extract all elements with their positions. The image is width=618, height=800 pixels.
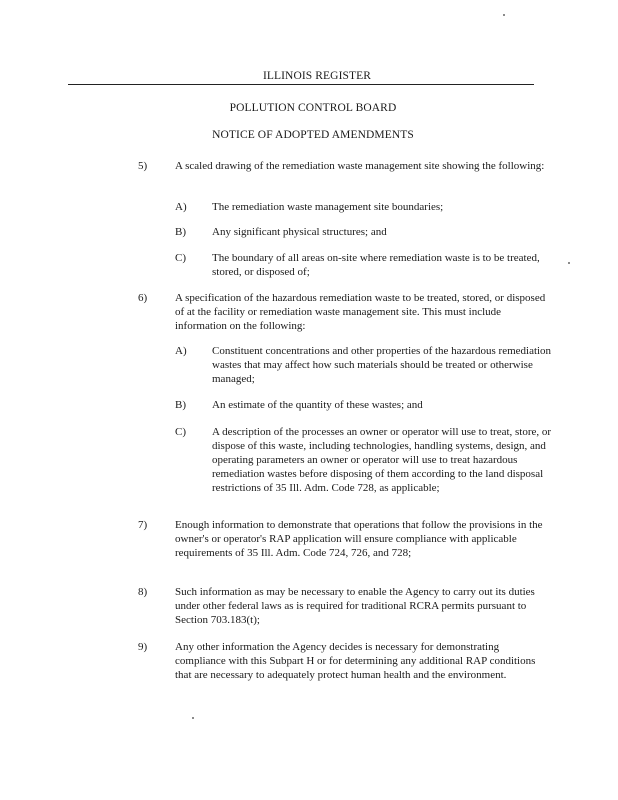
sub-item-letter: A) [175, 201, 187, 213]
item-number: 5) [138, 160, 148, 172]
sub-item-text: An estimate of the quantity of these wastes; and [212, 399, 423, 411]
item-text: Enough information to demonstrate that operations that follow the provisions in the owner's or operator's RAP application will ensure compliance with applicable requirements of 35 Ill. Adm. Code 724, 726, and 728; [175, 519, 543, 559]
sub-item-letter: C) [175, 426, 186, 438]
sub-item-letter: B) [175, 226, 186, 238]
item-number: 8) [138, 586, 148, 598]
item-number: 6) [138, 292, 148, 304]
board-title: POLLUTION CONTROL BOARD [229, 102, 397, 114]
sub-item-text: Constituent concentrations and other properties of the hazardous remediation wastes that may affect how such materials should be treated or otherwise managed; [212, 345, 552, 385]
sub-item-text: The remediation waste management site boundaries; [212, 201, 444, 213]
item-text: Any other information the Agency decides is necessary for demonstrating compliance with this Subpart H or for determining any additional RAP conditions that are necessary to adequately protect human health and the environment. [175, 641, 536, 681]
item-text: A scaled drawing of the remediation waste management site showing the following: [175, 160, 545, 172]
header-rule [68, 84, 534, 85]
sub-item-text: A description of the processes an owner or operator will use to treat, store, or dispose of this waste, including technologies, handling systems, design, and operating parameters an owner or operator will use to treat hazardous remediation wastes before disposing of them according to the land disposal restrictions of 35 Ill. Adm. Code 728, as applicable; [212, 426, 552, 494]
item-text: Such information as may be necessary to enable the Agency to carry out its duties under other federal laws as is required for traditional RCRA permits pursuant to Section 703.183(t); [175, 586, 535, 626]
item-number: 7) [138, 519, 148, 531]
scan-speck [568, 262, 570, 264]
sub-item-text: Any significant physical structures; and [212, 226, 387, 238]
sub-item-letter: A) [175, 345, 187, 357]
item-number: 9) [138, 641, 148, 653]
item-text: A specification of the hazardous remediation waste to be treated, stored, or disposed of at the facility or remediation waste management site. This must include information on the following: [175, 292, 546, 332]
scan-speck [503, 14, 505, 16]
sub-item-letter: B) [175, 399, 186, 411]
sub-item-text: The boundary of all areas on-site where remediation waste is to be treated, stored, or disposed of; [212, 252, 540, 278]
sub-item-letter: C) [175, 252, 186, 264]
scan-speck [192, 717, 194, 719]
register-title: ILLINOIS REGISTER [262, 70, 372, 82]
notice-title: NOTICE OF ADOPTED AMENDMENTS [212, 129, 414, 141]
